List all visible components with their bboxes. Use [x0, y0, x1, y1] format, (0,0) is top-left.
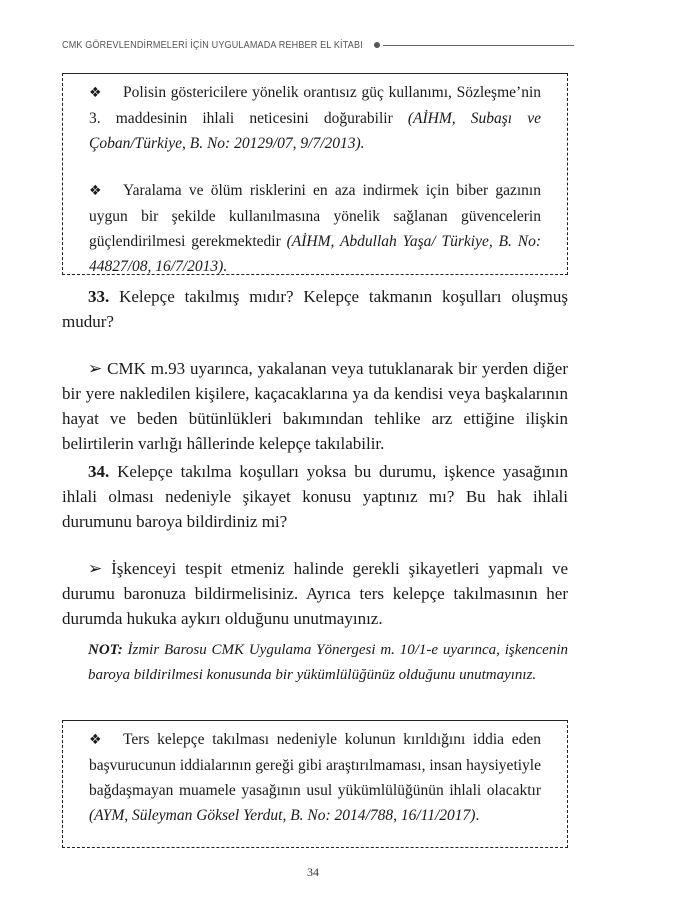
diamond-bullet-icon: ❖: [89, 732, 102, 748]
case-item-text: Yaralama ve ölüm risklerini en aza indirmek için biber gazının uygun bir şekilde kullanılmasına yönelik sağlanan güvencelerin güçlendirilmesi gerekmektedir: [89, 182, 541, 250]
diamond-bullet-icon: ❖: [89, 183, 102, 199]
arrow-bullet-icon: ➢: [88, 359, 103, 378]
page-number: 34: [307, 865, 319, 879]
case-citation: (AİHM, Abdullah Yaşa/ Türkiye, B. No: 44827/08, 16/7/2013).: [89, 233, 541, 275]
arrow-bullet-icon: ➢: [88, 559, 103, 578]
question-34: [62, 459, 568, 534]
case-item-text: Polisin göstericilere yönelik orantısız güç kullanımı, Sözleşme’nin 3. maddesinin ihlali neticesini doğurabilir: [89, 84, 541, 127]
answer-34: [62, 556, 568, 631]
header-rule: [383, 45, 574, 46]
question-text: Kelepçe takılmış mıdır? Kelepçe takmanın koşulları oluşmuş mudur?: [62, 287, 568, 331]
case-citation-tail: .: [475, 807, 480, 824]
question-34-block: [62, 459, 568, 631]
question-number: 33.: [88, 287, 110, 306]
case-citation: (AYM, Süleyman Göksel Yerdut, B. No: 2014/788, 16/11/2017): [89, 807, 476, 824]
case-item-3: [89, 727, 541, 828]
question-number: 34.: [88, 462, 110, 481]
note-paragraph: [88, 638, 568, 688]
running-header: [62, 34, 574, 56]
question-33-block: [62, 284, 568, 456]
answer-text: İşkenceyi tespit etmeniz halinde gerekli şikayetleri yapmalı ve durumu baronuza bildirmelisiniz. Ayrıca ters kelepçe takılmasının her durumda hukuka aykırı olduğunu unutmayınız.: [62, 559, 568, 628]
case-item-1: [89, 80, 541, 156]
question-text: Kelepçe takılma koşulları yoksa bu durumu, işkence yasağının ihlali olması nedeniyle şikayet konusu yaptınız mı? Bu hak ihlali durumunu baroya bildirdiniz mi?: [62, 462, 568, 531]
note-label: NOT:: [88, 642, 123, 658]
case-item-text: Ters kelepçe takılması nedeniyle kolunun kırıldığını iddia eden başvurucunun iddialarının gereği gibi araştırılmaması, insan haysiyetiyle bağdaşmayan muamele yasağının usul yükümlülüğünün ihlali olacaktır: [89, 731, 541, 799]
case-citation: (AİHM, Subaşı ve Çoban/Türkiye, B. No: 20129/07, 9/7/2013).: [89, 110, 541, 152]
book-title: CMK GÖREVLENDİRMELERİ İÇİN UYGULAMADA REHBER EL KİTABI: [62, 39, 363, 51]
case-law-box-1: [62, 73, 568, 275]
note-text: İzmir Barosu CMK Uygulama Yönergesi m. 10/1-e uyarınca, işkencenin baroya bildirilmesi konusunda bir yükümlülüğünüz olduğunu unutmayınız.: [88, 642, 568, 683]
diamond-bullet-icon: ❖: [89, 85, 102, 101]
case-item-2: [89, 178, 541, 279]
answer-text: CMK m.93 uyarınca, yakalanan veya tutuklanarak bir yerden diğer bir yere nakledilen kişilere, kaçacaklarına ya da kendisi veya başkalarının hayat ve beden bütünlükleri bakımından tehlike arz ettiğine ilişkin belirtilerin varlığı hâllerinde kelepçe takılabilir.: [62, 359, 568, 453]
answer-33: [62, 356, 568, 456]
question-33: [62, 284, 568, 334]
header-bullet-icon: [374, 42, 380, 48]
case-law-box-2: [62, 720, 568, 848]
